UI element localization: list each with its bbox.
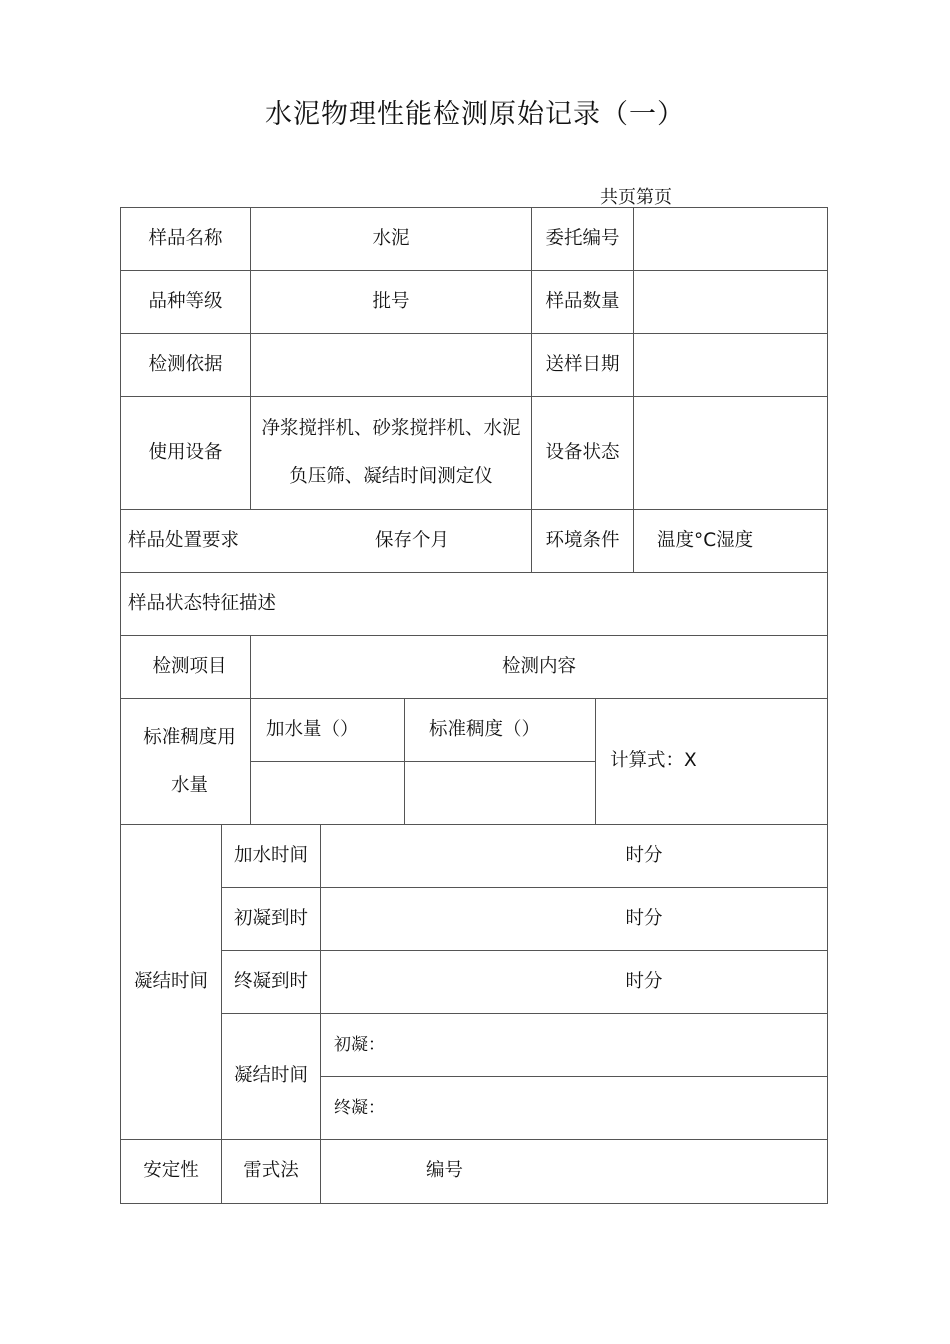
commission-no-label: 委托编号 [531,207,634,271]
state-description-label: 样品状态特征描述 [120,572,828,636]
commission-no-field[interactable] [633,207,828,271]
env-value: 温度°C湿度 [633,509,828,573]
equipment-line-1: 净浆搅拌机、砂浆搅拌机、水泥 [261,418,521,439]
initial-set-arrival-label: 初凝到时 [221,887,321,951]
basis-label: 检测依据 [120,333,251,397]
consistency-label-line-1: 标准稠度用 [143,726,236,748]
page-title: 水泥物理性能检测原始记录（一） [265,99,685,130]
setting-time-label: 凝结时间 [120,824,222,1140]
basis-field[interactable] [250,333,532,397]
equipment-line-2: 负压筛、凝结时间测定仪 [289,466,493,487]
stability-method: 雷式法 [221,1139,321,1204]
initial-set-field[interactable]: 初凝： [320,1013,828,1077]
final-set-arrival-field[interactable]: 时分 [320,950,828,1014]
consistency-label-line-2: 水量 [170,774,208,796]
consistency-label [120,698,251,825]
equipment-label: 使用设备 [120,396,251,510]
disposal-value: 保存个月 [375,529,450,551]
std-consistency-label: 标准稠度（） [404,698,596,762]
quantity-field[interactable] [633,270,828,334]
item-label: 检测项目 [120,635,251,699]
final-set-field[interactable]: 终凝： [320,1076,828,1140]
add-water-time-field[interactable]: 时分 [320,824,828,888]
sample-name-label: 样品名称 [120,207,251,271]
water-added-label: 加水量（） [250,698,405,762]
delivery-date-label: 送样日期 [531,333,634,397]
equipment-status-field[interactable] [633,396,828,510]
equipment-status-label: 设备状态 [531,396,634,510]
setting-time-sub-label: 凝结时间 [221,1013,321,1140]
sample-name-value: 水泥 [250,207,532,271]
env-label: 环境条件 [531,509,634,573]
page-number-info: 共页第页 [600,187,672,208]
stability-label: 安定性 [120,1139,222,1204]
record-table [120,207,828,1204]
stability-number-field[interactable]: 编号 [320,1139,828,1204]
quantity-label: 样品数量 [531,270,634,334]
batch-label: 批号 [250,270,532,334]
water-added-field[interactable] [250,761,405,825]
disposal-row [120,509,532,573]
equipment-value [250,396,532,510]
delivery-date-field[interactable] [633,333,828,397]
add-water-time-label: 加水时间 [221,824,321,888]
initial-set-arrival-field[interactable]: 时分 [320,887,828,951]
content-label: 检测内容 [250,635,828,699]
grade-label: 品种等级 [120,270,251,334]
disposal-label: 样品处置要求 [128,529,240,551]
final-set-arrival-label: 终凝到时 [221,950,321,1014]
formula-cell: 计算式：X [595,698,828,825]
std-consistency-field[interactable] [404,761,596,825]
